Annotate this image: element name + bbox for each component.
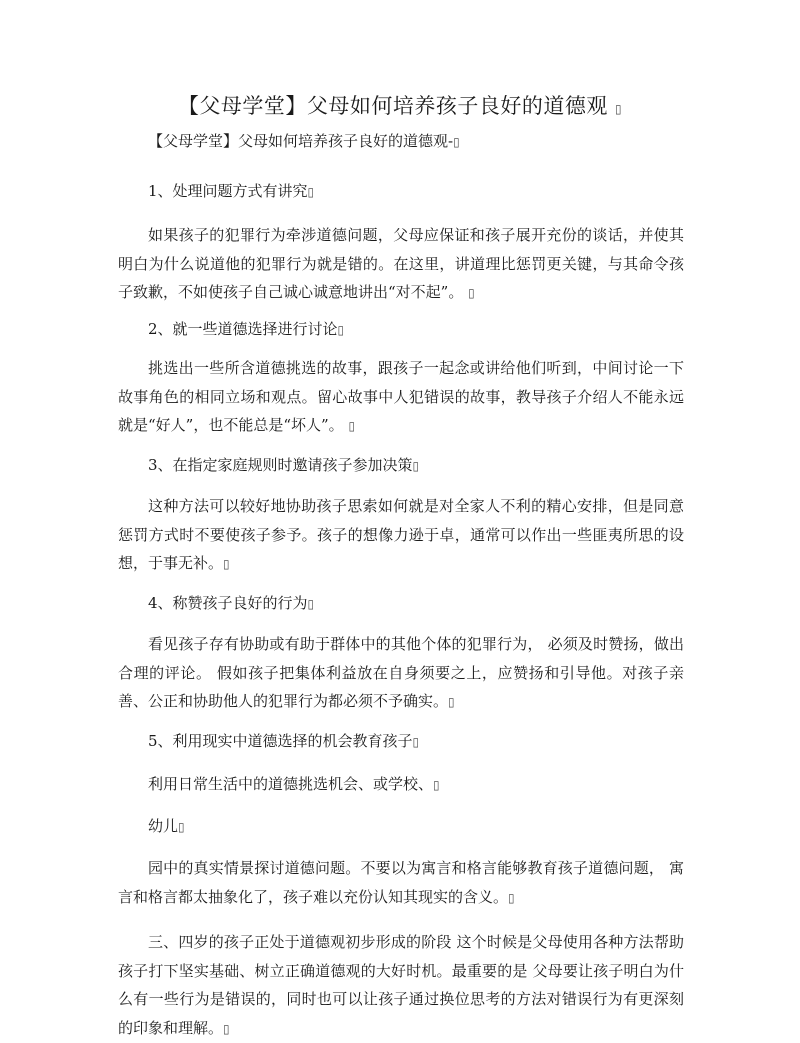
paragraph-mark-icon: ▯ [307,185,315,199]
section-heading-5 [148,730,419,753]
paragraph-mark-icon: ▯ [223,557,230,571]
section-heading-text: 2、就一些道德选择进行讨论 [148,320,338,338]
paragraph-mark-icon: ▯ [223,1021,230,1036]
paragraph-mark-icon: ▯ [453,135,460,149]
document-subtitle [148,130,460,153]
paragraph-mark-icon: ▯ [412,735,420,749]
section-heading-1 [148,180,314,203]
section-heading-text: 4、称赞孩子良好的行为 [148,594,308,612]
section-body-text: 看见孩子存有协助或有助于群体中的其他个体的犯罪行为， 必须及时赞扬，做出合理的评论。 假如孩子把集体利益放在自身须要之上，应赞扬和引导他。对孩子亲善、公正和协助他人的犯罪行为都必须不予确实。 [118,635,684,710]
paragraph-mark-icon: ▯ [433,778,440,792]
paragraph-mark-icon: ▯ [337,323,345,337]
document-title-text: 【父母学堂】父母如何培养孩子良好的道德观 [177,94,616,118]
section-body-4 [118,630,684,717]
paragraph-mark-icon: ▯ [178,820,185,834]
section-heading-text: 1、处理问题方式有讲究 [148,182,308,200]
section-body-text: 如果孩子的犯罪行为牵涉道德问题，父母应保证和孩子展开充份的谈话，并使其明白为什么说道他的犯罪行为就是错的。在这里，讲道理比惩罚更关键，与其命令孩子致歉，不如使孩子自己诚心诚意地讲出“对不起”。 [118,226,684,301]
section-line-text: 利用日常生活中的道德挑选机会、或学校、 [148,775,434,793]
section-heading-text: 3、在指定家庭规则时邀请孩子参加决策 [148,456,413,474]
closing-paragraph-text: 三、四岁的孩子正处于道德观初步形成的阶段 这个时候是父母使用各种方法帮助孩子打下坚实基础、树立正确道德观的大好时机。最重要的是 父母要让孩子明白为什么有一些行为是错误的，同时也可以让孩子通过换位思考的方法对错误行为有更深刻的印象和理解。 [118,933,684,1037]
closing-paragraph [118,928,684,1043]
paragraph-mark-icon: ▯ [307,597,315,611]
paragraph-mark-icon: ▯ [615,102,623,116]
section-body-1 [118,221,684,308]
section-heading-4 [148,592,314,615]
document-title [0,92,800,123]
paragraph-mark-icon: ▯ [412,459,420,473]
section-body-5 [118,854,684,912]
paragraph-mark-icon: ▯ [468,286,475,300]
section-body-text: 园中的真实情景探讨道德问题。不要以为寓言和格言能够教育孩子道德问题， 寓言和格言都太抽象化了，孩子难以充份认知其现实的含义。 [118,859,684,906]
section-body-3 [118,492,684,579]
section-line-5a [148,773,440,796]
section-body-2 [118,354,684,441]
document-subtitle-text: 【父母学堂】父母如何培养孩子良好的道德观- [148,132,454,150]
paragraph-mark-icon: ▯ [508,890,515,905]
section-line-5b [148,815,185,838]
paragraph-mark-icon: ▯ [448,695,455,709]
section-body-text: 这种方法可以较好地协助孩子思索如何就是对全家人不利的精心安排，但是同意惩罚方式时不要使孩子参予。孩子的想像力逊于卓，通常可以作出一些匪夷所思的设想，于事无补。 [118,497,684,572]
section-heading-2 [148,318,344,341]
section-heading-text: 5、利用现实中道德选择的机会教育孩子 [148,732,413,750]
section-body-text: 挑选出一些所含道德挑选的故事，跟孩子一起念或讲给他们听到，中间讨论一下故事角色的相同立场和观点。留心故事中人犯错误的故事，教导孩子介绍人不能永远就是“好人”，也不能总是“坏人”。 [118,359,684,434]
section-heading-3 [148,454,419,477]
paragraph-mark-icon: ▯ [348,419,356,433]
section-line-text: 幼儿 [148,817,179,835]
